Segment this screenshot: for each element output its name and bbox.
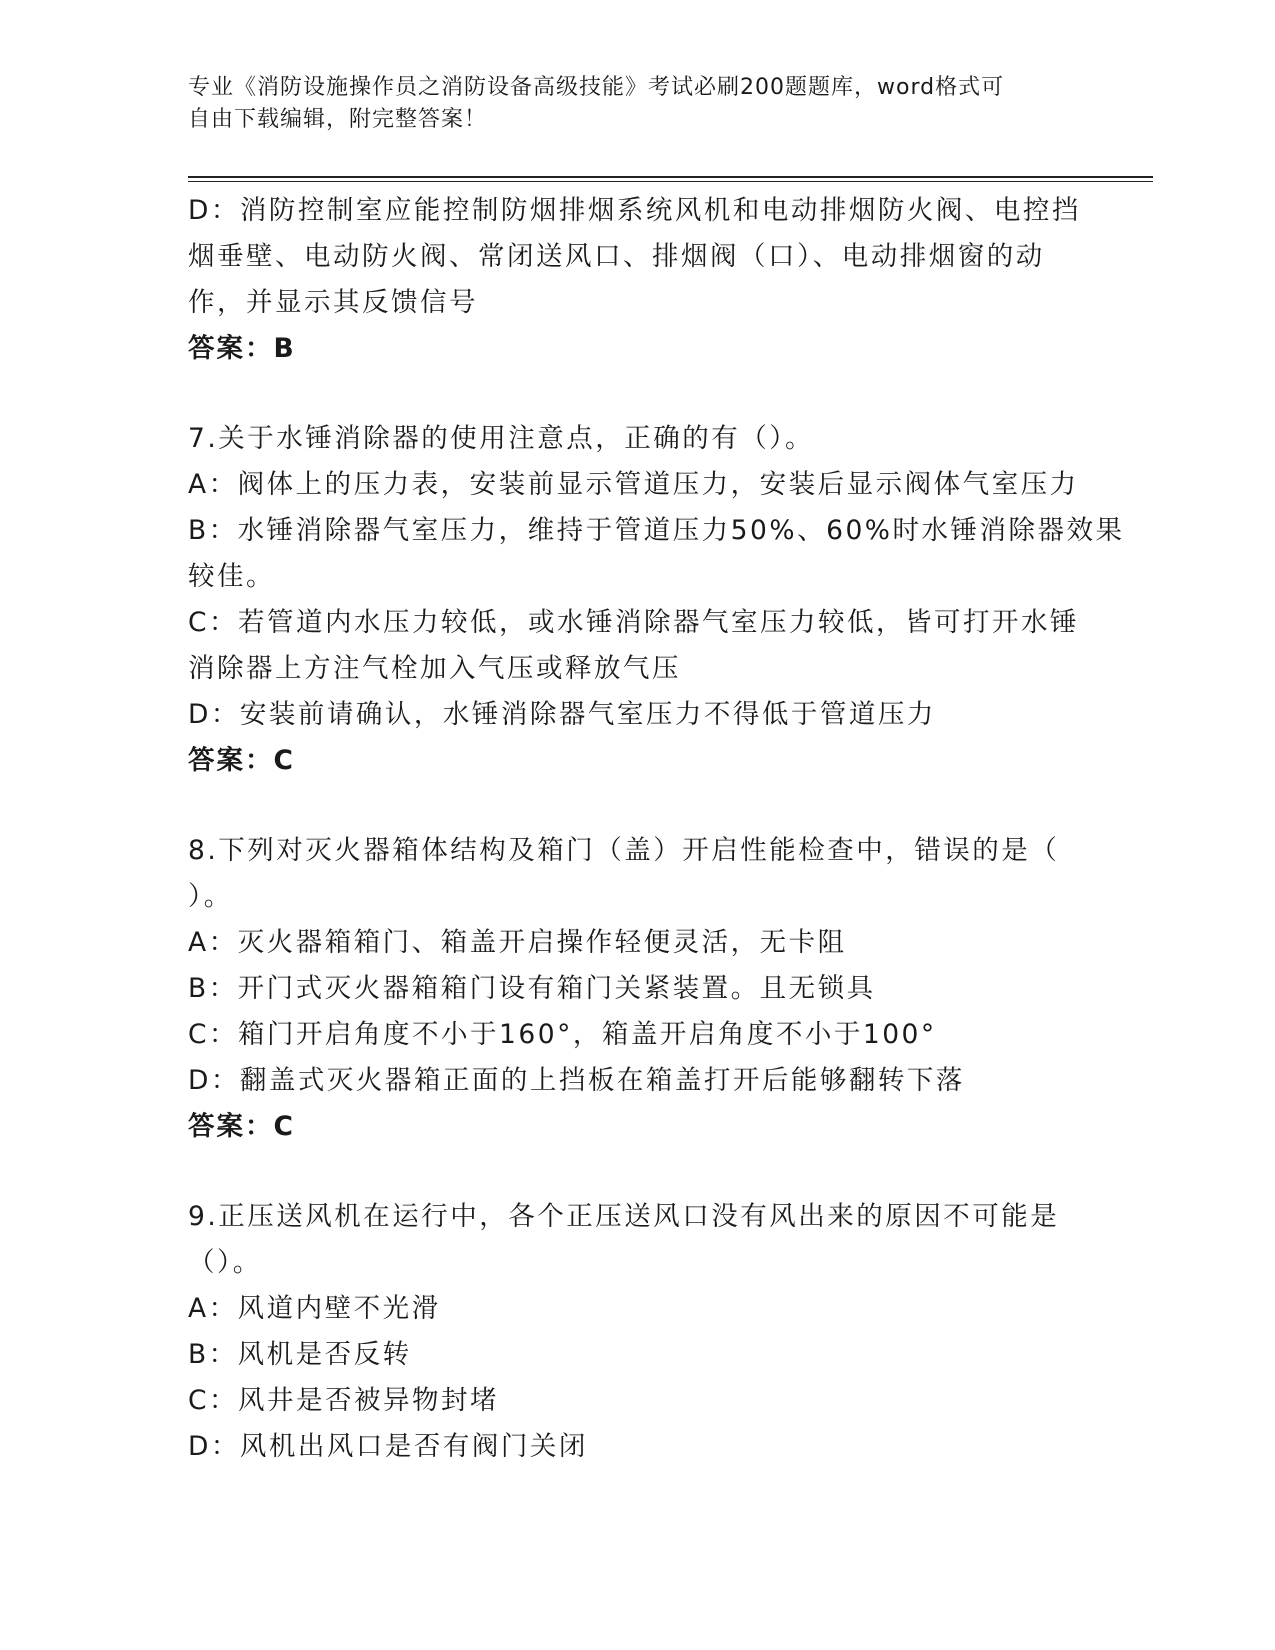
prev-option-d-line-3: 作，并显示其反馈信号	[188, 287, 478, 318]
header-line-1: 专业《消防设施操作员之消防设备高级技能》考试必刷200题题库，word格式可	[188, 75, 1005, 100]
q9-stem-line-1: 9.正压送风机在运行中，各个正压送风口没有风出来的原因不可能是	[188, 1201, 1060, 1232]
question-9	[188, 1194, 1088, 1470]
q7-option-b-line-2: 较佳。	[188, 561, 275, 592]
spacer	[188, 784, 1088, 828]
q7-option-a: A：阀体上的压力表，安装前显示管道压力，安装后显示阀体气室压力	[188, 469, 1079, 500]
q7-option-c-line-1: C：若管道内水压力较低，或水锤消除器气室压力较低，皆可打开水锤	[188, 607, 1080, 638]
header-divider-thin	[188, 181, 1153, 182]
q7-stem: 7.关于水锤消除器的使用注意点，正确的有（）。	[188, 423, 815, 454]
q8-stem-line-2: ）。	[188, 881, 233, 912]
question-7	[188, 416, 1125, 784]
spacer	[188, 372, 1088, 416]
prev-option-d-line-1: D：消防控制室应能控制防烟排烟系统风机和电动排烟防火阀、电控挡	[188, 195, 1081, 226]
header-divider-thick	[188, 176, 1153, 178]
q8-option-c: C：箱门开启角度不小于160°，箱盖开启角度不小于100°	[188, 1019, 937, 1050]
q9-option-b: B：风机是否反转	[188, 1339, 412, 1370]
q7-answer: 答案：C	[188, 745, 295, 776]
q8-option-a: A：灭火器箱箱门、箱盖开启操作轻便灵活，无卡阻	[188, 927, 847, 958]
question-8	[188, 828, 1088, 1150]
question-content	[188, 188, 1125, 1470]
prev-option-d-line-2: 烟垂壁、电动防火阀、常闭送风口、排烟阀（口）、电动排烟窗的动	[188, 241, 1045, 272]
spacer	[188, 1150, 1088, 1194]
document-header	[188, 72, 1068, 136]
q8-option-b: B：开门式灭火器箱箱门设有箱门关紧装置。且无锁具	[188, 973, 876, 1004]
header-line-2: 自由下载编辑，附完整答案！	[188, 107, 488, 132]
q7-option-d: D：安装前请确认，水锤消除器气室压力不得低于管道压力	[188, 699, 936, 730]
q9-stem-line-2: （）。	[188, 1247, 262, 1278]
q8-stem-line-1: 8.下列对灭火器箱体结构及箱门（盖）开启性能检查中，错误的是（	[188, 835, 1060, 866]
q7-option-b-line-1: B：水锤消除器气室压力，维持于管道压力50%、60%时水锤消除器效果	[188, 515, 1125, 546]
q9-option-d: D：风机出风口是否有阀门关闭	[188, 1431, 588, 1462]
q7-option-c-line-2: 消除器上方注气栓加入气压或释放气压	[188, 653, 681, 684]
q9-option-c: C：风井是否被异物封堵	[188, 1385, 500, 1416]
prev-answer: 答案：B	[188, 333, 296, 364]
q9-option-a: A：风道内壁不光滑	[188, 1293, 441, 1324]
q8-answer: 答案：C	[188, 1111, 295, 1142]
prev-question-block	[188, 188, 1088, 372]
q8-option-d: D：翻盖式灭火器箱正面的上挡板在箱盖打开后能够翻转下落	[188, 1065, 965, 1096]
